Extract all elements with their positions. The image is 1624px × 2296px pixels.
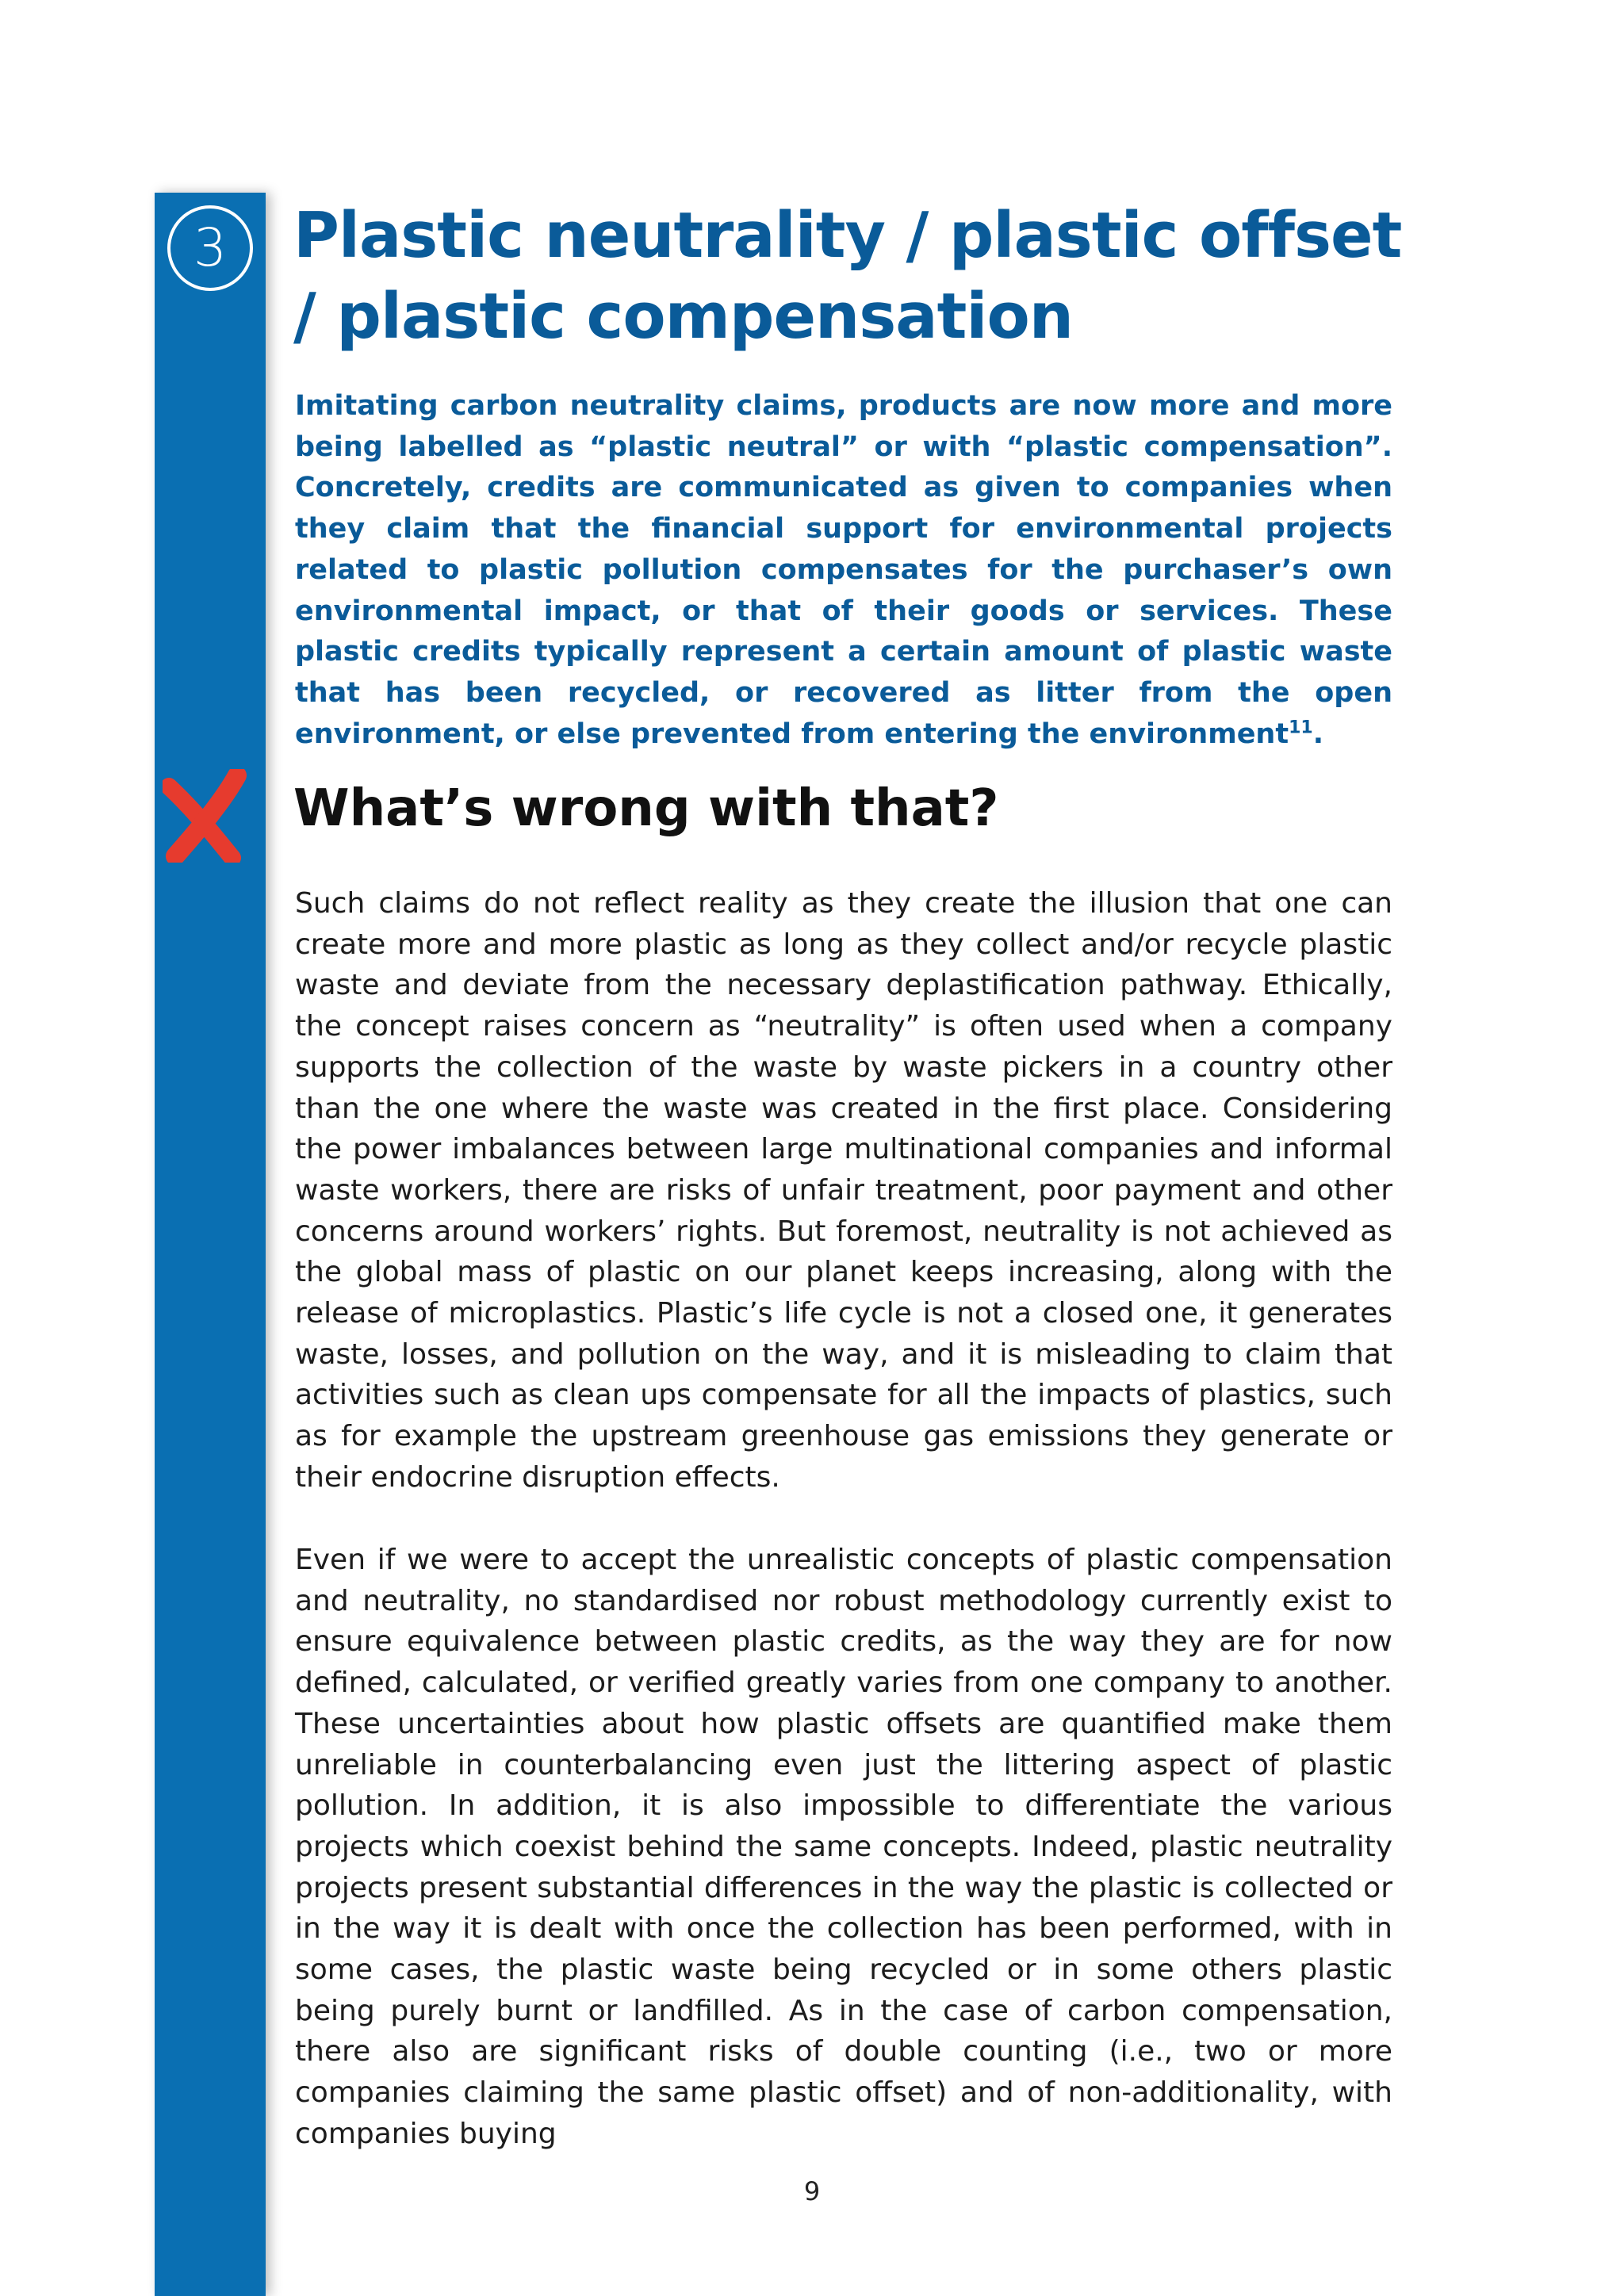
intro-paragraph [295,386,1392,755]
body-paragraph: Such claims do not reflect reality as they create the illusion that one can create more and more plastic as long as they collect and/or recycle plastic waste and deviate from the necessary deplastification pathway. Ethically, the concept raises concern as “neutrality” is often used when a company supports the collection of the waste by waste pickers in a country other than the one where the waste was created in the first place. Considering the power imbalances between large multinational companies and informal waste workers, there are risks of unfair treatment, poor payment and other concerns around workers’ rights. But foremost, neutrality is not achieved as the global mass of plastic on our planet keeps increasing, along with the release of microplastics. Plastic’s life cycle is not a closed one, it generates waste, losses, and pollution on the way, and it is misleading to claim that activities such as clean ups compensate for all the impacts of plastics, such as for example the upstream greenhouse gas emissions they generate or their endocrine disruption effects. [295,887,1392,1494]
footnote-reference: 11 [1289,717,1313,737]
body-paragraph: Even if we were to accept the unrealistic concepts of plastic compensation and neutrality, no standardised nor robust methodology currently exist to ensure equivalence between plastic credits, as the way they are for now defined, calculated, or verified greatly varies from one company to another. These uncertainties about how plastic offsets are quantified make them unreliable in counterbalancing even just the littering aspect of plastic pollution. In addition, it is also impossible to differentiate the various projects which coexist behind the same concepts. Indeed, plastic neutrality projects present substantial differences in the way the plastic is collected or in the way it is dealt with once the collection has been performed, with in some cases, the plastic waste being recycled or in some others plastic being purely burnt or landfilled. As in the case of carbon compensation, there also are significant risks of double counting (i.e., two or more companies claiming the same plastic offset) and of non-additionality, with companies buying [295,1544,1392,2150]
intro-text: Imitating carbon neutrality claims, products are now more and more being labelled as “plastic neutral” or with “plastic compensation”. Concretely, credits are communicated as given to companies when they claim that the financial support for environmental projects related to plastic pollution compensates for the purchaser’s own environmental impact, or that of their goods or services. These plastic credits typically represent a certain amount of plastic waste that has been recycled, or recovered as litter from the open environment, or else prevented from entering the environment [295,390,1392,750]
section-sidebar [155,193,266,2296]
cross-icon [163,769,250,863]
section-number-badge: 3 [167,205,253,291]
page-title: Plastic neutrality / plastic offset / plastic compensation [293,199,1402,353]
intro-end: . [1312,718,1324,750]
page-number: 9 [803,2176,821,2206]
section-subheading: What’s wrong with that? [293,779,999,838]
